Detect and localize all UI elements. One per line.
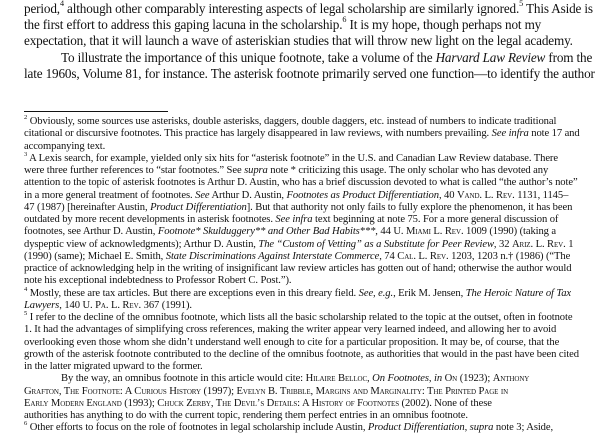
footnote-line (24, 116, 556, 127)
text-run: It is my hope, though perhaps not my (346, 17, 542, 33)
footnote-marker: 5 (24, 310, 28, 318)
text-run: authorities has anything to do with the current topic, rendering them perfect entries in an omnibus footnote. (24, 410, 468, 421)
text-run: ]. But that authority not only fails to fully explore the phenomenon, it has been (246, 201, 573, 213)
text-run: 1009 (1990) (taking a (463, 226, 557, 238)
text-run: , (367, 373, 373, 385)
footnote-line (24, 324, 556, 335)
text-run: 47 (1987) [hereinafter Austin, (24, 201, 151, 213)
footnote-line (24, 312, 572, 323)
footnote-marker: 2 (24, 114, 28, 122)
text-run: , 40 (438, 189, 457, 201)
text-run: On Footnotes, in (372, 373, 443, 385)
text-run: note 3; Aside, (493, 422, 554, 433)
footnote-line (24, 190, 568, 201)
footnote-line (61, 373, 529, 384)
text-run: note his exceptional indebtedness to Professor Robert C. Post.”). (24, 275, 292, 287)
text-run: See infra (275, 214, 313, 225)
text-run: 367 (1991). (141, 299, 192, 311)
footnote-marker: 3 (24, 150, 28, 158)
footnote-marker: 4 (24, 285, 28, 293)
text-run: On (444, 373, 458, 385)
text-run: Footnotes as Product Differentiation (286, 189, 439, 201)
footnote-line (24, 410, 468, 421)
footnote-line (24, 165, 548, 176)
text-run: were three further references to “star footnotes.” See (24, 165, 245, 176)
text-run: Cal. L. Rev. (397, 250, 449, 262)
text-run: Anthony (492, 373, 530, 385)
footnote-marker: 6 (342, 14, 347, 24)
text-run: State Discriminations Against Interstate Commerce (165, 250, 380, 262)
text-run: outdated by more recent developments in asterisk footnotes. (24, 214, 276, 225)
text-run: A Lexis search, for example, yielded only six hits for “asterisk footnote” in the U.S. and Canadian Law Review database. There (27, 152, 558, 164)
text-run: , Erik M. Jensen, (393, 287, 466, 299)
body-line (24, 1, 593, 17)
text-run: (1993); (121, 397, 158, 409)
text-run: text beginning at note 75. For a more general discussion of (312, 214, 559, 225)
text-run: in a more general treatment of footnotes. (24, 189, 196, 201)
text-run: I refer to the decline of the omnibus footnote, which lists all the basic scholarship related to the topic at the outset, often in footnote (27, 312, 573, 323)
footnote-line (24, 422, 553, 433)
text-run: (1997); (200, 385, 237, 397)
footnote-line (24, 214, 558, 225)
text-run: Miami L. Rev. (405, 226, 464, 238)
body-line (24, 66, 595, 82)
footnote-line (24, 251, 570, 262)
text-run: growth of the asterisk footnote contributed to the decline of the omnibus footnote, as authorities that would in the past have been cited (24, 348, 579, 360)
text-run: 1 (565, 238, 574, 250)
text-run: The Heroic Nature of Tax (465, 287, 572, 299)
text-run: footnotes, see Arthur D. Austin, (24, 226, 158, 238)
text-run: 1203, 1203 n.† (1986) (“The (448, 250, 571, 262)
text-run: , 74 (379, 250, 398, 262)
text-run: Hilaire Belloc (305, 373, 368, 385)
text-run: (2002). None of these (399, 397, 492, 409)
text-run: accompanying text. (24, 140, 106, 152)
text-run: practice of acknowledging help in the writing of insignificant law review articles has gotten out of hand; otherwise the author would (24, 263, 572, 274)
footnote-line (24, 128, 580, 139)
footnote-marker: 6 (24, 420, 28, 428)
text-run: Ariz. L. Rev. (511, 238, 566, 250)
text-run: Mostly, these are tax articles. But there are exceptions even in this dreary field. (27, 287, 359, 299)
text-run: Harvard Law Review (435, 49, 546, 65)
text-run: Other efforts to focus on the role of footnotes in legal scholarship include Austin, (27, 422, 368, 433)
text-run: Product Differentiation, supra (367, 422, 494, 433)
text-run: See, e.g. (358, 287, 394, 299)
text-run: Chuck Zerby, The Devil’s Details: A History of Footnotes (157, 397, 399, 409)
text-run: Obviously, some sources use asterisks, double asterisks, daggers, double daggers, etc. instead of numbers to indicate traditional (27, 116, 557, 127)
text-run: period, (24, 1, 60, 16)
text-run: Lawyers (24, 299, 60, 311)
footnote-marker: 5 (519, 0, 524, 8)
text-run: Footnote* Skulduggery** and Other Bad Habits*** (157, 226, 376, 238)
footnote-line (24, 386, 508, 397)
text-run: , 32 (493, 238, 512, 250)
text-run: note * criticizing this usage. The only scholar who has devoted any (267, 165, 549, 176)
text-run: note 17 and (528, 128, 580, 140)
footnote-line (24, 239, 573, 250)
text-run: This Aside is (523, 1, 593, 16)
text-run: Grafton, The Footnote: A Curious History (24, 385, 201, 397)
footnote-line (24, 226, 556, 237)
text-run: The “Custom of Vetting” as a Substitute for Peer Review (258, 238, 494, 250)
text-run: expectation, that it will launch a wave of asteriskian studies that will throw new light on the legal academy. (24, 33, 573, 49)
footnote-line (24, 150, 558, 164)
text-run: , 44 U. (375, 226, 406, 238)
footnote-line (24, 300, 192, 311)
text-run: See infra (491, 128, 529, 140)
text-run: citational or discursive footnotes. This practice has largely disappeared in law reviews, with numbers prevailing. (24, 128, 492, 140)
text-run: (1923); (457, 373, 493, 385)
text-run: the first effort to address this gaping lacuna in the scholarship. (24, 17, 343, 33)
text-run: attention to the topic of asterisk footnotes is Arthur D. Austin, who has a brief discussion devoted to what is called “the author’s note” (24, 177, 578, 189)
text-run: dyspeptic view of acknowledgments); Arthur D. Austin, (24, 238, 259, 250)
text-run: late 1960s, Volume 81, for instance. The asterisk footnote primarily served one function—to identify the author (24, 65, 595, 81)
text-run: Pa. L. Rev. (95, 299, 142, 311)
text-run: By the way, an omnibus footnote in this article would cite: (61, 373, 306, 385)
body-line (24, 14, 542, 33)
text-run: supra (244, 165, 268, 176)
footnote-separator-rule (24, 111, 168, 112)
footnote-line (24, 263, 571, 274)
footnote-line (24, 337, 559, 348)
text-run: To illustrate the importance of this unique footnote, take a volume of the (61, 49, 436, 65)
text-run: from the (545, 49, 593, 65)
footnote-line (24, 361, 203, 372)
text-run: although other comparably interesting aspects of legal scholarship are similarly ignored. (63, 1, 520, 16)
footnote-line (24, 141, 105, 152)
footnote-line (24, 202, 572, 213)
text-run: 1131, 1145– (514, 189, 569, 201)
body-line (61, 50, 592, 66)
text-run: See (195, 189, 210, 201)
footnote-marker: 4 (59, 0, 64, 8)
text-run: Arthur D. Austin, (209, 189, 287, 201)
text-run: Early Modern England (24, 397, 122, 409)
text-run: (1990) (same); Michael E. Smith, (24, 250, 166, 262)
footnote-line (24, 275, 291, 286)
text-run: overlooking even those whom she didn’t understand well enough to cite for a particular proposition. It may be, of course, that the (24, 336, 560, 348)
footnote-line (24, 177, 578, 188)
text-run: Product Differentiation (150, 201, 247, 213)
footnote-line (24, 398, 492, 409)
body-line (24, 33, 573, 49)
text-run: in the latter migrated upward to the former. (24, 361, 203, 372)
footnote-line (24, 285, 572, 299)
text-run: 1. It had the advantages of simplifying cross references, making the writer appear very learned indeed, and allowing her to avoid (24, 324, 557, 336)
text-run: , 140 U. (59, 299, 96, 311)
text-run: Evelyn B. Tribble, Margins and Marginality: The Printed Page in (236, 385, 509, 397)
text-run: Vand. L. Rev. (457, 189, 515, 201)
footnote-line (24, 349, 579, 360)
